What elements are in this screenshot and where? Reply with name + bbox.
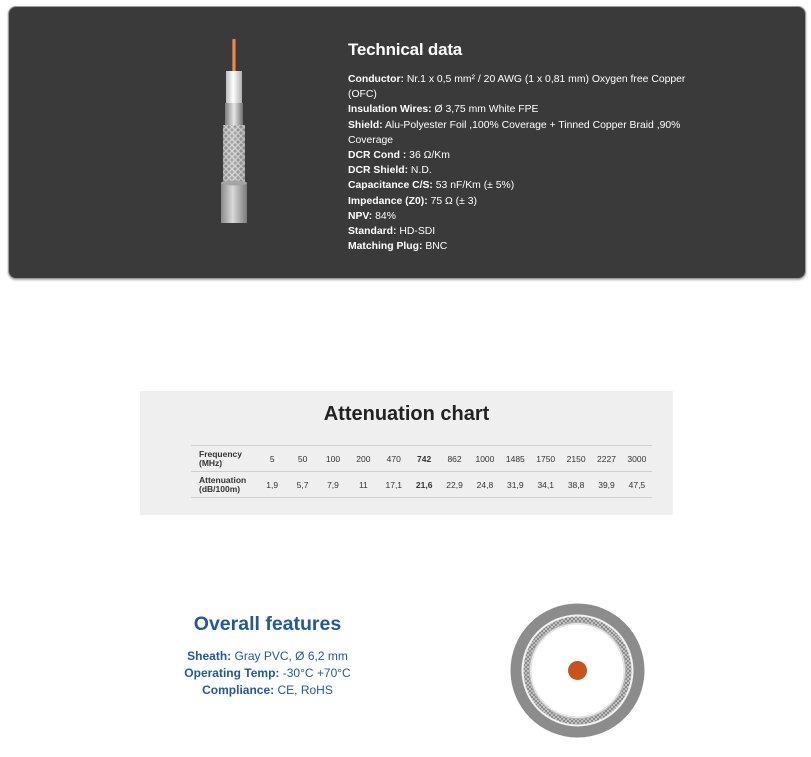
spec-insulation [348,102,708,117]
spec-shield [348,118,708,148]
technical-data-panel [8,6,806,279]
attenuation-cell: 22,9 [439,472,469,498]
feature-value: CE, RoHS [274,682,333,697]
spec-label: Capacitance C/S: [348,180,433,192]
attenuation-row [191,472,652,498]
frequency-cell: 100 [318,446,348,472]
attenuation-cell: 17,1 [379,472,409,498]
frequency-cell: 742 [409,446,439,472]
spec-value: 36 Ω/Km [406,150,450,162]
spec-value: Nr.1 x 0,5 mm² / 20 AWG (1 x 0,81 mm) Oxygen free Copper (OFC) [348,74,686,101]
spec-value: BNC [422,241,448,253]
spec-value: 84% [372,210,396,222]
attenuation-cell: 39,9 [591,472,621,498]
spec-capacitance [348,178,708,193]
frequency-cell: 3000 [622,446,652,472]
spec-standard [348,224,708,239]
frequency-cell: 1750 [531,446,561,472]
spec-dcr-cond [348,148,708,163]
feature-sheath [160,648,375,665]
spec-value: N.D. [408,165,432,177]
spec-conductor [348,72,708,102]
technical-data-title: Technical data [348,40,463,59]
feature-list [160,648,375,698]
feature-operating-temp [160,665,375,682]
cable-cross-section-image [510,603,645,738]
attenuation-cell: 11 [348,472,378,498]
frequency-cell: 1000 [470,446,500,472]
spec-label: NPV: [348,210,373,222]
spec-label: Standard: [348,226,397,238]
feature-value: -30°C +70°C [279,665,351,680]
frequency-cell: 1485 [500,446,530,472]
feature-value: Gray PVC, Ø 6,2 mm [231,649,348,663]
spec-value: 75 Ω (± 3) [427,195,477,207]
frequency-row-label [191,446,257,472]
spec-label: Conductor: [348,74,404,85]
attenuation-cell: 34,1 [531,472,561,498]
attenuation-row-label [191,472,257,498]
spec-list [348,72,708,254]
spec-label: DCR Shield: [348,165,409,177]
attenuation-cell: 47,5 [622,472,652,498]
attenuation-cell: 31,9 [500,472,530,498]
spec-value: 53 nF/Km (± 5%) [432,180,515,192]
attenuation-cell: 21,6 [409,472,439,498]
spec-impedance [348,194,708,209]
attenuation-cell: 38,8 [561,472,591,498]
attenuation-cell: 7,9 [318,472,348,498]
frequency-cell: 862 [439,446,469,472]
attenuation-table [191,445,652,498]
cable-side-view-image [214,37,254,227]
attenuation-chart-section [140,391,673,515]
attenuation-cell: 24,8 [470,472,500,498]
spec-label: DCR Cond : [348,150,407,162]
attenuation-chart-title: Attenuation chart [323,403,490,425]
overall-features-title: Overall features [193,613,342,635]
frequency-cell: 50 [287,446,317,472]
spec-value: Alu-Polyester Foil ,100% Coverage + Tinned Copper Braid ,90% Coverage [348,119,681,146]
attenuation-cell: 1,9 [257,472,287,498]
feature-compliance [160,682,375,699]
feature-label: Compliance: [202,682,275,697]
frequency-label-line1: Frequency [199,448,242,459]
frequency-cell: 2150 [561,446,591,472]
spec-matching-plug [348,239,708,254]
attenuation-label-line2: (dB/100m) [199,483,241,494]
spec-npv [348,209,708,224]
spec-label: Shield: [348,119,383,131]
feature-label: Operating Temp: [184,665,280,680]
frequency-row [191,446,652,472]
copper-conductor [568,661,587,680]
frequency-label-line2: (MHz) [199,457,223,468]
attenuation-cell: 5,7 [287,472,317,498]
attenuation-label-line1: Attenuation [199,474,247,485]
spec-label: Matching Plug: [348,241,423,253]
spec-value: Ø 3,75 mm White FPE [431,104,539,116]
spec-label: Insulation Wires: [348,104,432,116]
frequency-cell: 200 [348,446,378,472]
frequency-cell: 470 [379,446,409,472]
frequency-cell: 2227 [591,446,621,472]
spec-label: Impedance (Z0): [348,195,428,207]
feature-label: Sheath: [187,649,232,663]
spec-value: HD-SDI [396,226,436,238]
spec-dcr-shield [348,163,708,178]
frequency-cell: 5 [257,446,287,472]
